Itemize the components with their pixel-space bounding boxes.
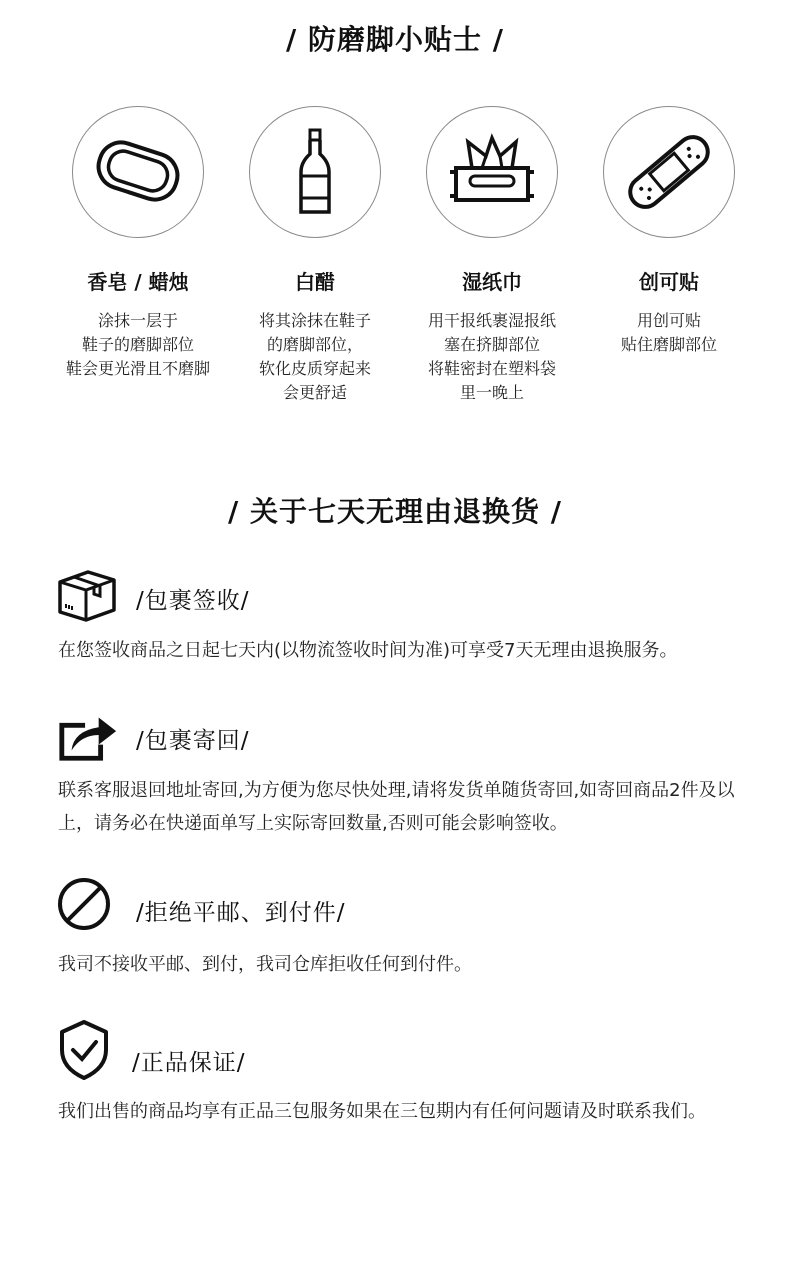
package-box-icon	[54, 562, 118, 626]
tip-circle-wipes	[426, 106, 558, 238]
tip-desc-line: 用创可贴	[636, 311, 701, 330]
section-body-return: 联系客服退回地址寄回,为方便为您尽快处理,请将发货单随货寄回,如寄回商品2件及以上，请务必在快递面单写上实际寄回数量,否则可能会影响签收。	[58, 780, 735, 834]
tip-desc-line: 鞋子的磨脚部位	[81, 335, 194, 354]
section-heading-signed: /包裹签收/	[136, 588, 250, 614]
tip-desc-vinegar	[220, 309, 410, 405]
tip-desc-line: 贴住磨脚部位	[620, 335, 717, 354]
tip-name-soap: 香皂 / 蜡烛	[87, 270, 189, 294]
section-heading-genuine: /正品保证/	[132, 1050, 246, 1076]
section-heading-refuse: /拒绝平邮、到付件/	[136, 900, 346, 926]
section-body-genuine: 我们出售的商品均享有正品三包服务如果在三包期内有任何问题请及时联系我们。	[58, 1101, 706, 1122]
tip-circle-vinegar	[249, 106, 381, 238]
tip-desc-line: 涂抹一层于	[97, 311, 178, 330]
tip-desc-line: 鞋会更光滑且不磨脚	[65, 359, 210, 378]
tip-desc-wipes	[397, 309, 587, 405]
tip-circle-soap	[72, 106, 204, 238]
bandage-icon	[619, 127, 719, 217]
tips-title: / 防磨脚小贴士 /	[286, 23, 504, 56]
tip-desc-line: 塞在挤脚部位	[443, 335, 540, 354]
wet-wipes-icon	[442, 132, 542, 212]
tip-desc-line: 用干报纸裹湿报纸	[427, 311, 556, 330]
tip-name-bandage: 创可贴	[639, 270, 699, 294]
vinegar-bottle-icon	[285, 124, 345, 220]
tip-desc-line: 会更舒适	[282, 383, 347, 402]
returns-title: / 关于七天无理由退换货 /	[228, 495, 562, 528]
shield-check-icon	[52, 1018, 116, 1082]
tip-desc-line: 将其涂抹在鞋子	[258, 311, 371, 330]
tip-name-vinegar: 白醋	[295, 270, 335, 294]
tip-desc-line: 软化皮质穿起来	[258, 359, 371, 378]
tip-desc-line: 的磨脚部位，	[266, 335, 363, 354]
share-arrow-icon	[56, 702, 120, 766]
tip-name-wipes: 湿纸巾	[462, 270, 522, 294]
tip-desc-soap	[43, 309, 233, 381]
section-body-signed: 在您签收商品之日起七天内(以物流签收时间为准)可享受7天无理由退换服务。	[58, 640, 678, 661]
soap-icon	[88, 132, 188, 212]
tip-circle-bandage	[603, 106, 735, 238]
section-heading-return: /包裹寄回/	[136, 728, 250, 754]
tip-desc-bandage	[574, 309, 764, 357]
section-body-refuse: 我司不接收平邮、到付，我司仓库拒收任何到付件。	[58, 954, 472, 975]
prohibited-icon	[52, 872, 116, 936]
tip-desc-line: 将鞋密封在塑料袋	[427, 359, 556, 378]
tip-desc-line: 里一晚上	[459, 383, 524, 402]
